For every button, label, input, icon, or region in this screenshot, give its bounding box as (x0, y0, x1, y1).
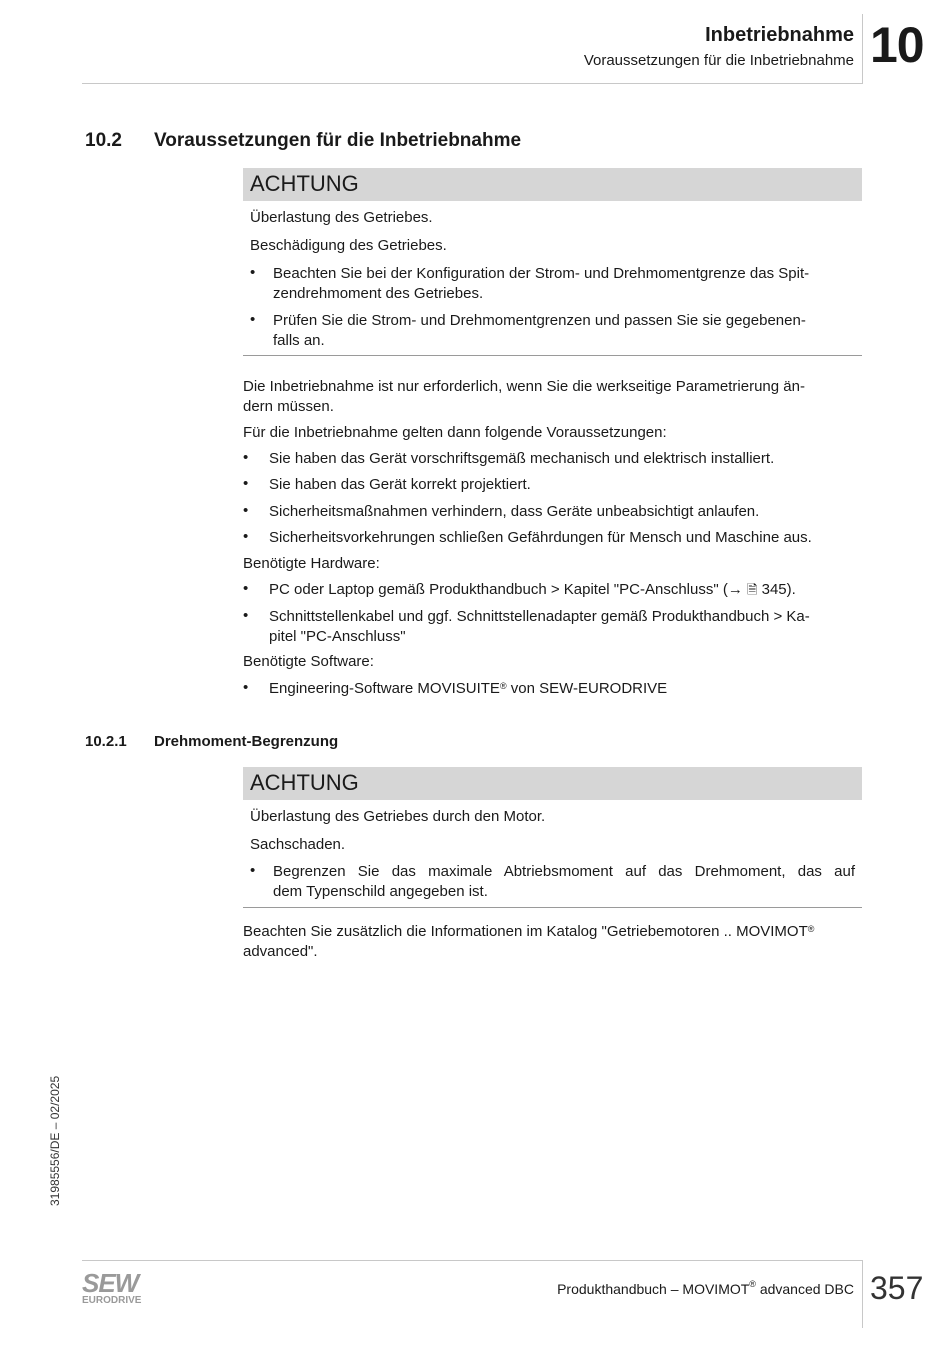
warning-label: ACHTUNG (250, 770, 359, 795)
hardware-lead: Benötigte Hardware: (243, 555, 380, 572)
section-title: Voraussetzungen für die Inbetriebnahme (154, 130, 522, 151)
footer-vertical-divider (862, 1260, 863, 1328)
bullet-icon: • (250, 311, 256, 328)
bullet-icon: • (243, 528, 249, 545)
conditions-lead: Für die Inbetriebnahme gelten dann folgende Voraussetzungen: (243, 424, 667, 441)
bullet-icon: • (243, 679, 249, 696)
footer-divider (82, 1260, 862, 1261)
header-divider (82, 83, 862, 84)
chapter-number: 10 (870, 17, 924, 73)
warning-banner (243, 767, 862, 800)
warning-bullet: Prüfen Sie die Strom- und Drehmomentgrenzen und passen Sie sie gegebenen- falls an. (273, 312, 806, 349)
chapter-title: Inbetriebnahme (705, 24, 854, 46)
page-reference-icon: 🗎 (747, 582, 758, 597)
bullet-icon: • (243, 502, 249, 519)
section-number: 10.2 (85, 130, 122, 151)
page-number: 357 (870, 1270, 924, 1306)
warning-line: Sachschaden. (250, 836, 346, 853)
warning-line: Beschädigung des Getriebes. (250, 237, 447, 254)
chapter-subtitle: Voraussetzungen für die Inbetriebnahme (583, 52, 854, 69)
warning-label: ACHTUNG (250, 171, 359, 196)
subsection-title: Drehmoment-Begrenzung (154, 733, 339, 750)
warning-divider (243, 355, 862, 356)
condition-item: Sicherheitsmaßnahmen verhindern, dass Geräte unbeabsichtigt anlaufen. (269, 503, 760, 520)
bullet-icon: • (243, 607, 249, 624)
bullet-icon: • (250, 264, 256, 281)
catalog-note: Beachten Sie zusätzlich die Informationen im Katalog "Getriebemotoren .. MOVIMOT® advanced". (243, 923, 815, 960)
document-code: 31985556/DE – 02/2025 (48, 1075, 62, 1206)
warning-line: Überlastung des Getriebes. (250, 209, 433, 226)
header-vertical-divider (862, 14, 863, 84)
warning-bullet: Beachten Sie bei der Konfiguration der Strom- und Drehmomentgrenze das Spit- zendrehmoment des Getriebes. (273, 265, 810, 302)
hardware-item: PC oder Laptop gemäß Produkthandbuch > Kapitel "PC-Anschluss" (→ 🗎 345). (269, 581, 796, 598)
warning-line: Überlastung des Getriebes durch den Motor. (250, 808, 546, 825)
software-lead: Benötigte Software: (243, 653, 374, 670)
sew-eurodrive-logo: SEW EURODRIVE (82, 1268, 142, 1306)
bullet-icon: • (243, 449, 249, 466)
condition-item: Sie haben das Gerät korrekt projektiert. (269, 476, 531, 493)
condition-item: Sie haben das Gerät vorschriftsgemäß mechanisch und elektrisch installiert. (269, 450, 775, 467)
warning-bullet: Begrenzen Sie das maximale Abtriebsmoment auf das Drehmoment, das auf dem Typenschild angegeben ist. (273, 863, 855, 900)
hardware-item: Schnittstellenkabel und ggf. Schnittstellenadapter gemäß Produkthandbuch > Ka- pitel "PC-Anschluss" (269, 608, 810, 645)
bullet-icon: • (243, 475, 249, 492)
software-item: Engineering-Software MOVISUITE® von SEW-EURODRIVE (269, 680, 668, 697)
subsection-number: 10.2.1 (85, 733, 127, 750)
bullet-icon: • (243, 580, 249, 597)
warning-banner (243, 168, 862, 201)
intro-paragraph: Die Inbetriebnahme ist nur erforderlich, wenn Sie die werkseitige Parametrierung än- dern müssen. (243, 378, 805, 415)
manual-title: Produkthandbuch – MOVIMOT® advanced DBC (557, 1279, 854, 1297)
bullet-icon: • (250, 862, 256, 879)
warning-divider (243, 907, 862, 908)
condition-item: Sicherheitsvorkehrungen schließen Gefährdungen für Mensch und Maschine aus. (269, 529, 812, 546)
